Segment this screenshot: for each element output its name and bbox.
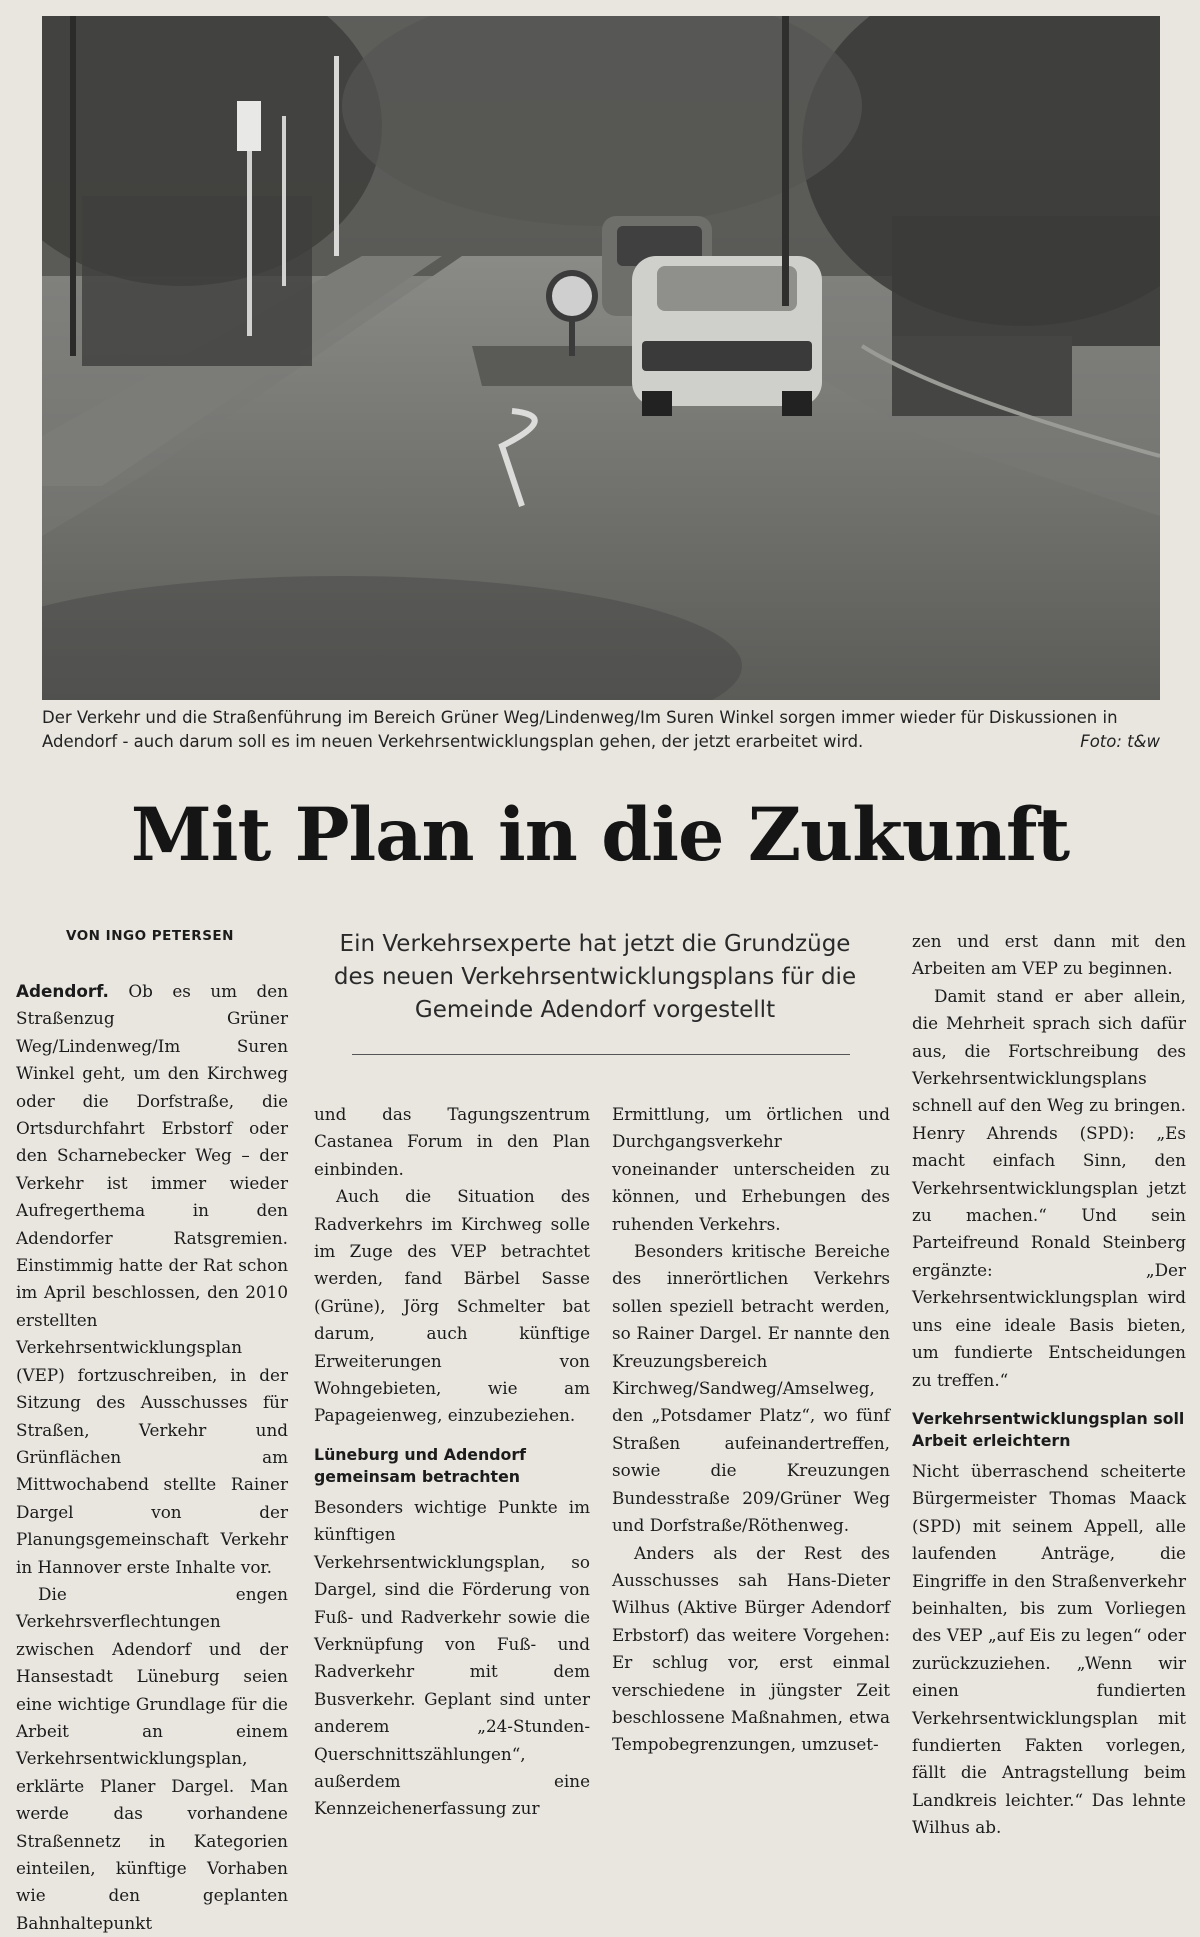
teaser-divider bbox=[352, 1054, 850, 1055]
caption-text: Der Verkehr und die Straßenführung im Bereich Grüner Weg/Lindenweg/Im Suren Winkel sorgen immer wieder für Diskussionen in Adendorf - auch darum soll es im neuen Verkehrsentwicklungsplan gehen, der jetzt erarbeitet wird. bbox=[42, 708, 1118, 751]
column-4-subheading: Verkehrsentwicklungsplan soll Arbeit erleichtern bbox=[912, 1408, 1185, 1450]
column-4-paragraph-1: zen und erst dann mit den Arbeiten am VEP zu beginnen. bbox=[912, 931, 1186, 979]
column-1-paragraph-1-text: Ob es um den Straßenzug Grüner Weg/Lindenweg/Im Suren Winkel geht, um den Kirchweg oder die Dorfstraße, die Ortsdurchfahrt Erbstorf oder den Scharnebecker Weg – der Verkehr ist immer wieder Aufregerthema in den Adendorfer Ratsgremien. Einstimmig hatte der Rat schon im April beschlossen, den 2010 erstellten Verkehrsentwicklungsplan (VEP) fortzuschreiben, in der Sitzung des Ausschusses für Straßen, Verkehr und Grünflächen am Mittwochabend stellte Rainer Dargel von der Planungsgemeinschaft Verkehr in Hannover erste Inhalte vor. bbox=[16, 981, 288, 1577]
column-4-paragraph-2: Damit stand er aber allein, die Mehrheit sprach sich dafür aus, die Fortschreibung des Verkehrsentwicklungsplans schnell auf den Weg zu bringen. Henry Ahrends (SPD): „Es macht einfach Sinn, den Verkehrsentwicklungsplan jetzt zu machen.“ Und sein Parteifreund Ronald Steinberg ergänzte: „Der Verkehrsentwicklungsplan wird uns eine ideale Basis bieten, um fundierte Entscheidungen zu treffen.“ bbox=[912, 985, 1186, 1390]
article-byline: VON INGO PETERSEN bbox=[66, 928, 234, 944]
column-2-paragraph-2: Auch die Situation des Radverkehrs im Kirchweg solle im Zuge des VEP betrachtet werden, fand Bärbel Sasse (Grüne), Jörg Schmelter bat darum, auch künftige Erweiterungen von Wohngebieten, wie am Papageienweg, einzubeziehen. bbox=[314, 1186, 590, 1426]
column-3-paragraph-2: Besonders kritische Bereiche des innerörtlichen Verkehrs sollen speziell betracht werden, so Rainer Dargel. Er nannte den Kreuzungsbereich Kirchweg/Sandweg/Amselweg, den „Potsdamer Platz“, wo fünf Straßen aufeinandertreffen, sowie die Kreuzungen Bundesstraße 209/Grüner Weg und Dorfstraße/Röthenweg. bbox=[612, 1241, 890, 1536]
article-column-4 bbox=[912, 928, 1186, 1842]
column-2-paragraph-3: Besonders wichtige Punkte im künftigen Verkehrsentwicklungsplan, so Dargel, sind die Förderung von Fuß- und Radverkehr sowie die Verknüpfung von Fuß- und Radverkehr mit dem Busverkehr. Geplant sind unter anderem „24-Stunden-Querschnittszählungen“, außerdem eine Kennzeichenerfassung zur bbox=[314, 1496, 590, 1819]
article-column-3 bbox=[612, 1101, 890, 1759]
column-1-paragraph-2: Die engen Verkehrsverflechtungen zwischen Adendorf und der Hansestadt Lüneburg seien eine wichtige Grundlage für die Arbeit an einem Verkehrsentwicklungsplan, erklärte Planer Dargel. Man werde das vorhandene Straßennetz in Kategorien einteilen, künftige Vorhaben wie den geplanten Bahnhaltepunkt bbox=[16, 1583, 288, 1933]
article-column-1 bbox=[16, 978, 288, 1937]
dateline: Adendorf. bbox=[16, 981, 109, 1001]
column-4-paragraph-3: Nicht überraschend scheiterte Bürgermeister Thomas Maack (SPD) mit seinem Appell, alle laufenden Anträge, die Eingriffe in den Straßenverkehr beinhalten, bis zum Vorliegen des VEP „auf Eis zu legen“ oder zurückzuziehen. „Wenn wir einen fundierten Verkehrsentwicklungsplan mit fundierten Fakten vorlegen, fällt die Antragstellung beim Landkreis leichter.“ Das lehnte Wilhus ab. bbox=[912, 1460, 1186, 1838]
article-photo bbox=[42, 16, 1160, 700]
article-teaser: Ein Verkehrsexperte hat jetzt die Grundzüge des neuen Verkehrsentwicklungsplans für die Gemeinde Adendorf vorgestellt bbox=[333, 931, 857, 1023]
photo-credit: Foto: t&w bbox=[1080, 732, 1160, 751]
column-1-paragraph-1 bbox=[16, 978, 288, 1581]
column-2-paragraph-1: und das Tagungszentrum Castanea Forum in den Plan einbinden. bbox=[314, 1104, 590, 1179]
article-column-2 bbox=[314, 1101, 590, 1823]
column-2-subheading: Lüneburg und Adendorf gemeinsam betrachten bbox=[314, 1444, 527, 1486]
article-headline: Mit Plan in die Zukunft bbox=[130, 792, 1070, 878]
column-3-paragraph-3: Anders als der Rest des Ausschusses sah Hans-Dieter Wilhus (Aktive Bürger Adendorf Erbstorf) das weitere Vorgehen: Er schlug vor, erst einmal verschiedene in jüngster Zeit beschlossene Maßnahmen, etwa Tempobegrenzungen, umzuset- bbox=[612, 1542, 890, 1755]
photo-caption bbox=[42, 706, 1160, 754]
street-photo-icon bbox=[42, 16, 1160, 700]
column-3-paragraph-1: Ermittlung, um örtlichen und Durchgangsverkehr voneinander unterscheiden zu können, und Erhebungen des ruhenden Verkehrs. bbox=[612, 1104, 890, 1234]
